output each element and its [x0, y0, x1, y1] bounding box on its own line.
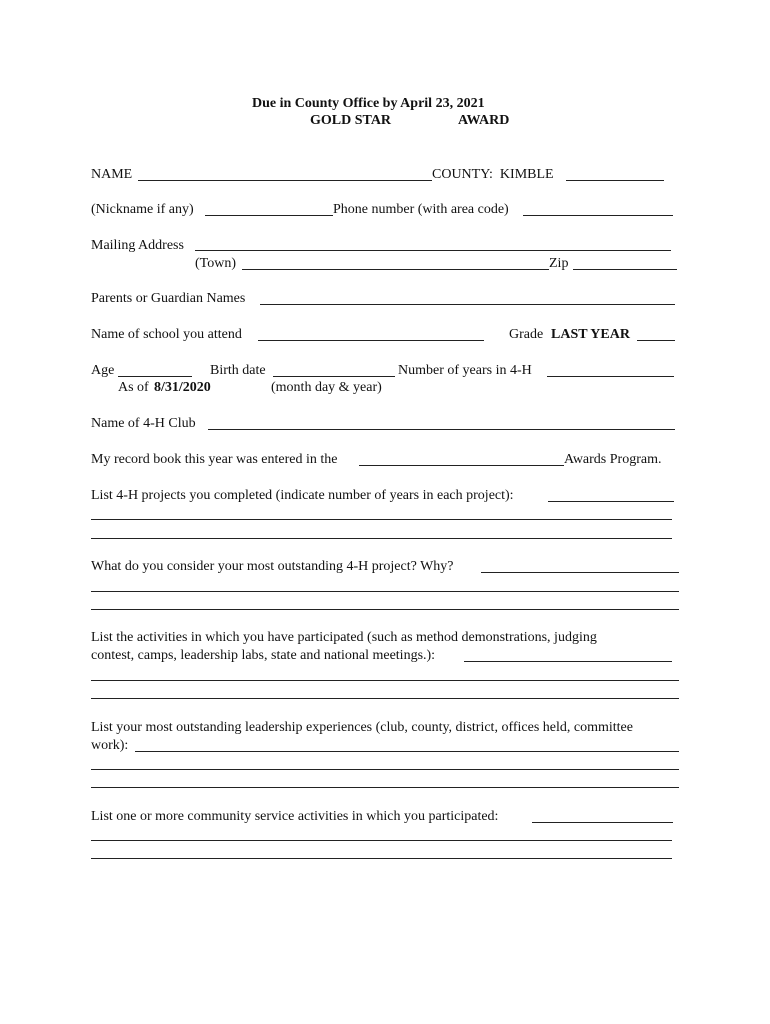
- age-label: Age: [91, 363, 115, 378]
- parents-label: Parents or Guardian Names: [91, 291, 246, 306]
- birth-date-label: Birth date: [210, 363, 266, 378]
- county-label: COUNTY: KIMBLE: [432, 167, 554, 182]
- record-book-field[interactable]: [359, 465, 564, 466]
- phone-field[interactable]: [523, 215, 673, 216]
- activities-field-line-3[interactable]: [91, 698, 679, 699]
- outstanding-project-field-line-2[interactable]: [91, 591, 679, 592]
- community-service-field-line-3[interactable]: [91, 858, 672, 859]
- birth-date-field[interactable]: [273, 376, 395, 377]
- zip-field[interactable]: [573, 269, 677, 270]
- projects-question: List 4-H projects you completed (indicate number of years in each project):: [91, 488, 514, 503]
- projects-field-line-3[interactable]: [91, 538, 672, 539]
- age-field[interactable]: [118, 376, 192, 377]
- phone-label: Phone number (with area code): [333, 202, 509, 217]
- record-book-label: My record book this year was entered in the: [91, 452, 338, 467]
- town-field[interactable]: [242, 269, 549, 270]
- date-format-hint: (month day & year): [271, 380, 382, 395]
- award-title-left: GOLD STAR: [310, 113, 392, 128]
- club-label: Name of 4-H Club: [91, 416, 196, 431]
- projects-field-line-2[interactable]: [91, 519, 672, 520]
- activities-question-line-2: contest, camps, leadership labs, state and national meetings.):: [91, 648, 436, 663]
- name-field[interactable]: [138, 180, 432, 181]
- grade-field[interactable]: [637, 340, 675, 341]
- community-service-question: List one or more community service activities in which you participated:: [91, 809, 499, 824]
- leadership-question-line-2: work):: [91, 738, 129, 753]
- grade-label: Grade: [509, 327, 544, 342]
- activities-field-line-2[interactable]: [91, 680, 679, 681]
- award-title-right: AWARD: [458, 113, 510, 128]
- as-of-label: As of: [118, 380, 149, 395]
- projects-field-inline[interactable]: [548, 501, 674, 502]
- years-in-4h-field[interactable]: [547, 376, 674, 377]
- leadership-field-line-2[interactable]: [91, 769, 679, 770]
- due-date-heading: Due in County Office by April 23, 2021: [252, 96, 485, 111]
- awards-program-label: Awards Program.: [564, 452, 662, 467]
- outstanding-project-field-line-3[interactable]: [91, 609, 679, 610]
- community-service-field-line-2[interactable]: [91, 840, 672, 841]
- town-label: (Town): [195, 256, 237, 271]
- outstanding-project-field-inline[interactable]: [481, 572, 679, 573]
- school-field[interactable]: [258, 340, 484, 341]
- activities-field-inline[interactable]: [464, 661, 672, 662]
- leadership-field-inline[interactable]: [135, 751, 679, 752]
- name-label: NAME: [91, 167, 133, 182]
- leadership-question-line-1: List your most outstanding leadership experiences (club, county, district, offices held, committee: [91, 720, 633, 735]
- nickname-field[interactable]: [205, 215, 333, 216]
- mailing-address-field[interactable]: [195, 250, 671, 251]
- nickname-label: (Nickname if any): [91, 202, 194, 217]
- parents-field[interactable]: [260, 304, 675, 305]
- mailing-address-label: Mailing Address: [91, 238, 184, 253]
- club-field[interactable]: [208, 429, 675, 430]
- county-field[interactable]: [566, 180, 664, 181]
- community-service-field-inline[interactable]: [532, 822, 673, 823]
- grade-value: LAST YEAR: [551, 327, 630, 342]
- outstanding-project-question: What do you consider your most outstanding 4-H project? Why?: [91, 559, 454, 574]
- leadership-field-line-3[interactable]: [91, 787, 679, 788]
- activities-question-line-1: List the activities in which you have participated (such as method demonstrations, judging: [91, 630, 597, 645]
- years-in-4h-label: Number of years in 4-H: [398, 363, 532, 378]
- as-of-date: 8/31/2020: [154, 380, 211, 395]
- zip-label: Zip: [549, 256, 569, 271]
- school-label: Name of school you attend: [91, 327, 242, 342]
